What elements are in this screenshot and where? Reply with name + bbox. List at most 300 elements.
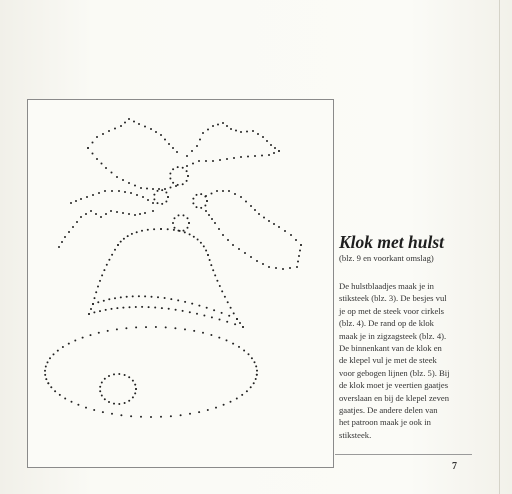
pattern-dot <box>128 400 130 402</box>
pattern-dot <box>96 158 98 160</box>
pattern-dot <box>44 374 46 376</box>
pattern-dot <box>172 147 174 149</box>
pattern-dot <box>158 188 160 190</box>
pattern-dot <box>134 384 136 386</box>
pattern-dot <box>170 187 172 189</box>
pattern-dot <box>215 407 217 409</box>
pattern-dot <box>207 409 209 411</box>
pattern-dot <box>101 395 103 397</box>
pattern-dot <box>233 312 235 314</box>
pattern-dot <box>206 200 208 202</box>
pattern-dot <box>254 361 256 363</box>
pattern-dot <box>196 206 198 208</box>
pattern-dot <box>223 404 225 406</box>
body-line: de klok moet je veertien gaatjes <box>339 380 449 391</box>
pattern-dot <box>101 274 103 276</box>
pattern-dot <box>111 308 113 310</box>
pattern-dot <box>118 373 120 375</box>
pattern-dot <box>192 198 194 200</box>
pattern-dot <box>151 296 153 298</box>
pattern-dot <box>296 266 298 268</box>
pattern-dot <box>263 217 265 219</box>
pattern-dot <box>53 353 55 355</box>
pattern-dot <box>257 133 259 135</box>
pattern-dot <box>182 183 184 185</box>
body-line: De hulstblaadjes maak je in <box>339 281 434 291</box>
pattern-dot <box>108 375 110 377</box>
pattern-dot <box>93 409 95 411</box>
pattern-dot <box>227 301 229 303</box>
pattern-dot <box>99 280 101 282</box>
pattern-dot <box>105 167 107 169</box>
pattern-dot <box>247 156 249 158</box>
pattern-dot <box>133 121 135 123</box>
pattern-dot <box>90 308 92 310</box>
pattern-dot <box>222 234 224 236</box>
pattern-dot <box>256 370 258 372</box>
pattern-dot <box>104 378 106 380</box>
pattern-dot <box>278 226 280 228</box>
pattern-dot <box>244 252 246 254</box>
pattern-dot <box>127 235 129 237</box>
pattern-dot <box>203 245 205 247</box>
pattern-dot <box>136 194 138 196</box>
pattern-dot <box>146 188 148 190</box>
pattern-dot <box>239 322 241 324</box>
pattern-dot <box>111 254 113 256</box>
pattern-dot <box>243 350 245 352</box>
pattern-dot <box>161 203 163 205</box>
pattern-dot <box>152 210 154 212</box>
pattern-dot <box>219 285 221 287</box>
pattern-dot <box>123 238 125 240</box>
pattern-dot <box>124 191 126 193</box>
pattern-dot <box>222 190 224 192</box>
pattern-dot <box>125 327 127 329</box>
pattern-dot <box>101 163 103 165</box>
pattern-dot <box>128 118 130 120</box>
pattern-dot <box>262 263 264 265</box>
pattern-dot <box>103 300 105 302</box>
pattern-dot <box>205 250 207 252</box>
pattern-dot <box>199 139 201 141</box>
pattern-dot <box>104 398 106 400</box>
pattern-dot <box>97 286 99 288</box>
pattern-dot <box>165 192 167 194</box>
pattern-dot <box>211 218 213 220</box>
pattern-dot <box>98 332 100 334</box>
pattern-dot <box>217 124 219 126</box>
pattern-dot <box>196 145 198 147</box>
pattern-dot <box>256 374 258 376</box>
pattern-dot <box>102 133 104 135</box>
pattern-dot <box>92 153 94 155</box>
pattern-dot <box>233 157 235 159</box>
pattern-dot <box>238 248 240 250</box>
pattern-dot <box>266 140 268 142</box>
pattern-dot <box>90 210 92 212</box>
pattern-dot <box>186 180 188 182</box>
pattern-dot <box>224 296 226 298</box>
pattern-dot <box>191 150 193 152</box>
pattern-dot <box>238 346 240 348</box>
pattern-dot <box>297 261 299 263</box>
pattern-dot <box>208 214 210 216</box>
pattern-dot <box>230 128 232 130</box>
pattern-dot <box>204 205 206 207</box>
pattern-dot <box>183 230 185 232</box>
pattern-dot <box>144 295 146 297</box>
pattern-dot <box>134 185 136 187</box>
pattern-dot <box>111 190 113 192</box>
pattern-dot <box>74 340 76 342</box>
pattern-subtitle: (blz. 9 en voorkant omslag) <box>339 253 434 263</box>
pattern-dot <box>164 139 166 141</box>
pattern-dot <box>221 312 223 314</box>
pattern-dot <box>232 244 234 246</box>
pattern-dot <box>172 182 174 184</box>
pattern-dot <box>241 394 243 396</box>
pattern-dot <box>207 129 209 131</box>
pattern-dot <box>47 361 49 363</box>
pattern-dot <box>192 163 194 165</box>
pattern-dot <box>198 411 200 413</box>
pattern-dot <box>147 199 149 201</box>
pattern-dot <box>211 316 213 318</box>
pattern-dot <box>113 403 115 405</box>
pattern-dot <box>186 155 188 157</box>
pattern-dot <box>75 200 77 202</box>
pattern-dot <box>114 128 116 130</box>
pattern-dot <box>218 337 220 339</box>
pattern-dot <box>284 230 286 232</box>
pattern-dot <box>187 227 189 229</box>
pattern-dot <box>226 125 228 127</box>
pattern-dot <box>227 239 229 241</box>
pattern-dot <box>62 346 64 348</box>
pattern-dot <box>153 228 155 230</box>
pattern-dot <box>245 201 247 203</box>
pattern-dot <box>273 223 275 225</box>
pattern-dot <box>139 213 141 215</box>
pattern-dot <box>167 228 169 230</box>
pattern-dot <box>86 196 88 198</box>
pattern-dot <box>184 231 186 233</box>
pattern-dot <box>150 128 152 130</box>
pattern-dot <box>234 323 236 325</box>
pattern-dot <box>129 306 131 308</box>
pattern-dot <box>246 131 248 133</box>
pattern-dot <box>96 136 98 138</box>
pattern-dot <box>164 297 166 299</box>
pattern-dot <box>234 193 236 195</box>
pattern-dot <box>177 184 179 186</box>
pattern-dot <box>205 210 207 212</box>
pattern-dot <box>200 242 202 244</box>
pattern-dot <box>116 328 118 330</box>
pattern-dot <box>183 214 185 216</box>
pattern-dot <box>184 301 186 303</box>
pattern-dot <box>99 390 101 392</box>
pattern-dot <box>130 192 132 194</box>
pattern-dot <box>213 309 215 311</box>
pattern-dot <box>170 415 172 417</box>
pattern-dot <box>240 131 242 133</box>
pattern-dot <box>108 401 110 403</box>
pattern-dot <box>211 193 213 195</box>
pattern-dot <box>216 280 218 282</box>
pattern-dot <box>122 212 124 214</box>
pattern-dot <box>128 376 130 378</box>
pattern-dot <box>161 189 163 191</box>
pattern-dot <box>172 222 174 224</box>
body-line: De binnenkant van de klok en <box>339 343 442 354</box>
pattern-dot <box>221 290 223 292</box>
pattern-dot <box>80 198 82 200</box>
pattern-dot <box>198 160 200 162</box>
pattern-dot <box>134 214 136 216</box>
pattern-dot <box>246 390 248 392</box>
pattern-dot <box>92 303 94 305</box>
pattern-dot <box>155 326 157 328</box>
pattern-dot <box>187 217 189 219</box>
pattern-dot <box>103 269 105 271</box>
pattern-dot <box>174 227 176 229</box>
pattern-dot <box>299 250 301 252</box>
pattern-dot <box>184 328 186 330</box>
body-line: maak je in zigzagsteek (blz. 4). <box>339 330 447 341</box>
pattern-dot <box>98 192 100 194</box>
body-line: stiksteek (blz. 3). De besjes vul <box>339 293 447 304</box>
instructions <box>339 232 479 441</box>
body-line: overslaan en bij de klepel zeven <box>339 392 449 403</box>
pattern-dot <box>200 193 202 195</box>
pattern-dot <box>193 330 195 332</box>
pattern-dot <box>45 378 47 380</box>
pattern-dot <box>198 305 200 307</box>
pattern-dot <box>178 214 180 216</box>
pattern-dot <box>128 182 130 184</box>
pattern-dot <box>99 386 101 388</box>
pattern-dot <box>242 326 244 328</box>
pattern-dot <box>138 123 140 125</box>
pattern-dot <box>64 236 66 238</box>
pattern-dot <box>172 168 174 170</box>
pattern-dot <box>258 213 260 215</box>
pattern-dot <box>110 210 112 212</box>
pattern-dot <box>45 366 47 368</box>
pattern-dot <box>255 378 257 380</box>
pattern-dot <box>219 319 221 321</box>
pattern-dot <box>250 205 252 207</box>
pattern-dot <box>212 125 214 127</box>
pattern-dot <box>95 291 97 293</box>
pattern-dot <box>295 239 297 241</box>
pattern-dot <box>235 130 237 132</box>
bell-holly-pattern <box>28 100 333 467</box>
pattern-dot <box>168 143 170 145</box>
pattern-dot <box>161 307 163 309</box>
pattern-dot <box>275 267 277 269</box>
pattern-dot <box>105 213 107 215</box>
pattern-dot <box>72 226 74 228</box>
pattern-dot <box>256 260 258 262</box>
pattern-dot <box>57 350 59 352</box>
pattern-dot <box>114 249 116 251</box>
pattern-dot <box>134 392 136 394</box>
pattern-dot <box>164 188 166 190</box>
pattern-dot <box>189 311 191 313</box>
pattern-dot <box>250 386 252 388</box>
pattern-dot <box>87 147 89 149</box>
body-line: voor gebogen lijnen (blz. 5). Bij <box>339 367 450 378</box>
pattern-dot <box>107 330 109 332</box>
pattern-dot <box>58 246 60 248</box>
pattern-dot <box>268 154 270 156</box>
pattern-dot <box>168 308 170 310</box>
pattern-dot <box>232 343 234 345</box>
pattern-dot <box>175 185 177 187</box>
pattern-dot <box>188 222 190 224</box>
pattern-dot <box>254 209 256 211</box>
pattern-dot <box>111 172 113 174</box>
pattern-dot <box>108 130 110 132</box>
pattern-dot <box>173 229 175 231</box>
pattern-dot <box>196 313 198 315</box>
pattern-dot <box>116 211 118 213</box>
pattern-dot <box>196 194 198 196</box>
pattern-dot <box>124 374 126 376</box>
pattern-dot <box>157 190 159 192</box>
body-line: je op met de steek voor cirkels <box>339 305 445 316</box>
instruction-text <box>339 280 479 441</box>
pattern-dot <box>212 160 214 162</box>
pattern-dot <box>120 241 122 243</box>
pattern-dot <box>124 402 126 404</box>
pattern-dot <box>214 222 216 224</box>
pattern-dot <box>120 296 122 298</box>
pattern-dot <box>85 213 87 215</box>
pattern-dot <box>49 357 51 359</box>
pattern-dot <box>135 306 137 308</box>
pattern-dot <box>210 334 212 336</box>
pattern-dot <box>61 241 63 243</box>
pattern-dot <box>203 315 205 317</box>
pattern-dot <box>157 296 159 298</box>
pattern-dot <box>160 416 162 418</box>
pattern-dot <box>236 398 238 400</box>
page-number: 7 <box>452 461 457 472</box>
pattern-dot <box>300 244 302 246</box>
pattern-dot <box>50 386 52 388</box>
pattern-dot <box>144 126 146 128</box>
pattern-dot <box>105 309 107 311</box>
pattern-dot <box>101 382 103 384</box>
pattern-dot <box>138 295 140 297</box>
pattern-dot <box>118 403 120 405</box>
pattern-dot <box>124 122 126 124</box>
pattern-dot <box>118 190 120 192</box>
pattern-dot <box>92 194 94 196</box>
pattern-dot <box>290 234 292 236</box>
pattern-dot <box>189 233 191 235</box>
pattern-dot <box>189 413 191 415</box>
pattern-dot <box>92 142 94 144</box>
pattern-dot <box>117 244 119 246</box>
pattern-dot <box>116 176 118 178</box>
pattern-dot <box>174 217 176 219</box>
pattern-dot <box>204 196 206 198</box>
pattern-dot <box>226 339 228 341</box>
pattern-dot <box>214 274 216 276</box>
pattern-dot <box>268 220 270 222</box>
pattern-dot <box>165 201 167 203</box>
pattern-dot <box>200 207 202 209</box>
pattern-dot <box>104 190 106 192</box>
pattern-dot <box>212 269 214 271</box>
pattern-dot <box>240 196 242 198</box>
page-edge <box>499 0 500 494</box>
pattern-dot <box>44 370 46 372</box>
pattern-dot <box>180 414 182 416</box>
pattern-dot <box>218 228 220 230</box>
pattern-dot <box>179 230 181 232</box>
pattern-dot <box>248 353 250 355</box>
pattern-dot <box>59 394 61 396</box>
pattern-dot <box>100 216 102 218</box>
pattern-dot <box>147 229 149 231</box>
pattern-dot <box>228 315 230 317</box>
pattern-dot <box>177 299 179 301</box>
pattern-dot <box>82 337 84 339</box>
pattern-dot <box>142 196 144 198</box>
pattern-dot <box>192 202 194 204</box>
pattern-dot <box>268 266 270 268</box>
body-line: (blz. 4). De rand op de klok <box>339 318 434 329</box>
pattern-dot <box>187 175 189 177</box>
pattern-dot <box>141 306 143 308</box>
pattern-dot <box>174 327 176 329</box>
pattern-dot <box>175 309 177 311</box>
pattern-dot <box>68 343 70 345</box>
pattern-dot <box>132 396 134 398</box>
pattern-dot <box>132 380 134 382</box>
pattern-dot <box>113 373 115 375</box>
pattern-dot <box>153 194 155 196</box>
pattern-dot <box>169 178 171 180</box>
pattern-dot <box>278 150 280 152</box>
pattern-dot <box>226 321 228 323</box>
pattern-dot <box>130 415 132 417</box>
pattern-dot <box>160 228 162 230</box>
pattern-dot <box>298 255 300 257</box>
pattern-dot <box>76 221 78 223</box>
pattern-dot <box>106 264 108 266</box>
pattern-dot <box>186 165 188 167</box>
pattern-dot <box>182 310 184 312</box>
pattern-dot <box>132 295 134 297</box>
pattern-dot <box>88 313 90 315</box>
pattern-dot <box>230 307 232 309</box>
pattern-dot <box>273 152 275 154</box>
pattern-dot <box>140 187 142 189</box>
pattern-dot <box>230 401 232 403</box>
pattern-dot <box>226 158 228 160</box>
pattern-dot <box>131 233 133 235</box>
pattern-dot <box>90 334 92 336</box>
pattern-dot <box>262 136 264 138</box>
pattern-dot <box>251 357 253 359</box>
